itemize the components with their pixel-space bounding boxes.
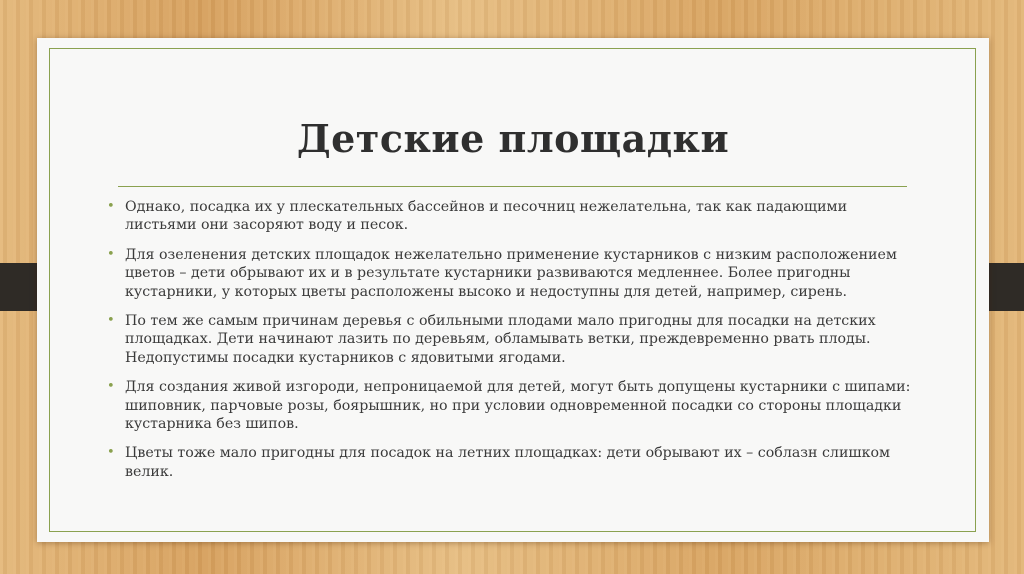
bullet-list (107, 198, 917, 492)
bullet-marker: • (107, 199, 115, 214)
bullet-text: Для озеленения детских площадок нежелательно применение кустарников с низким расположением цветов – дети обрывают их и в результате кустарники развиваются медленнее. Более пригодны кустарники, у которых цветы расположены высоко и недоступны для детей, например, сирень. (125, 246, 897, 300)
title-divider (118, 186, 907, 187)
bullet-marker: • (107, 379, 115, 395)
bullet-text: По тем же самым причинам деревья с обильными плодами мало пригодны для посадки на детских площадках. Дети начинают лазить по деревьям, обламывать ветки, преждевременно рвать плоды. Недопустимы посадки кустарников с ядовитыми ягодами. (125, 313, 876, 366)
slide-card (37, 38, 989, 542)
bullet-marker: • (107, 445, 115, 461)
bullet-text: Однако, посадка их у плескательных бассейнов и песочниц нежелательна, так как падающими листьями они засоряют воду и песок. (125, 199, 848, 234)
bullet-marker: • (107, 313, 115, 329)
bullet-marker: • (107, 246, 115, 262)
bullet-text: Для создания живой изгороди, непроницаемой для детей, могут быть допущены кустарники с шипами: шиповник, парчовые розы, боярышник, но при условии одновременной посадки со стороны площадки кустарника без шипов. (125, 379, 911, 433)
slide-title: Детские площадки (296, 116, 730, 161)
bullet-item (107, 312, 917, 367)
bullet-item (107, 444, 917, 481)
bullet-item (107, 378, 917, 433)
bullet-text: Цветы тоже мало пригодны для посадок на летних площадках: дети обрывают их – соблазн слишком велик. (125, 445, 891, 480)
bullet-item (107, 198, 917, 235)
bullet-item (107, 246, 917, 301)
